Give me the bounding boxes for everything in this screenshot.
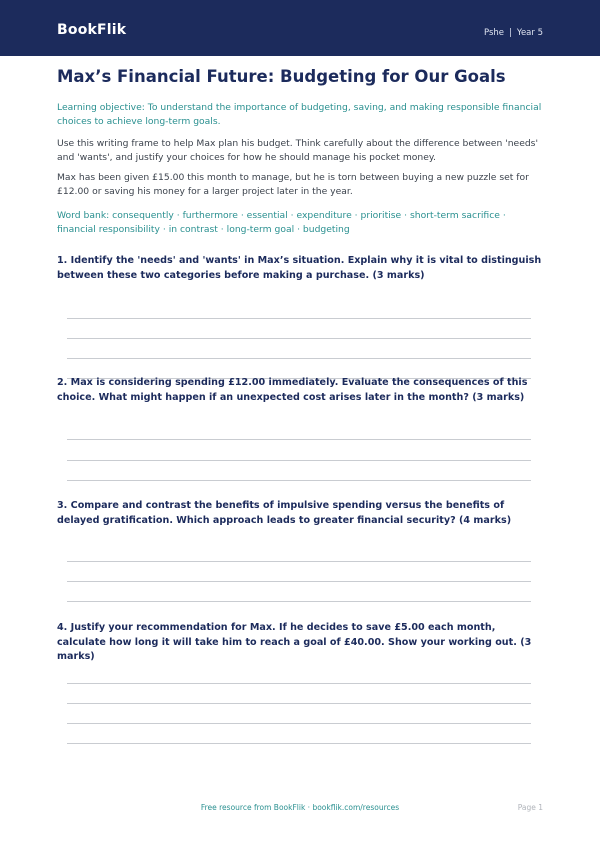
answer-line-q1-2[interactable] [67, 338, 531, 339]
question-3-prompt: 3. Compare and contrast the benefits of impulsive spending versus the benefits of delayed gratification. Which approach leads to greater financial security? (4 marks) [57, 500, 512, 526]
learning-objective: Learning objective: To understand the importance of budgeting, saving, and making responsible financial choices to achieve long-term goals. [57, 102, 542, 127]
answer-line-q4-1[interactable] [67, 683, 531, 684]
brand-logo-text[interactable]: BookFlik [57, 22, 127, 38]
answer-line-q1-3[interactable] [67, 358, 531, 359]
answer-line-q4-3[interactable] [67, 723, 531, 724]
page-number: Page 1 [517, 803, 543, 812]
answer-line-q1-1[interactable] [67, 318, 531, 319]
answer-line-q4-2[interactable] [67, 703, 531, 704]
answer-line-q3-2[interactable] [67, 581, 531, 582]
subject-separator: | [509, 28, 512, 38]
question-1-prompt: 1. Identify the 'needs' and 'wants' in Max’s situation. Explain why it is vital to distinguish between these two categories before making a purchase. (3 marks) [57, 255, 542, 281]
answer-line-q2-2[interactable] [67, 460, 531, 461]
question-2-prompt: 2. Max is considering spending £12.00 immediately. Evaluate the consequences of this choice. What might happen if an unexpected cost arises later in the month? (3 marks) [57, 377, 528, 403]
answer-line-q4-4[interactable] [67, 743, 531, 744]
answer-line-q2-3[interactable] [67, 480, 531, 481]
scenario-text: Max has been given £15.00 this month to manage, but he is torn between buying a new puzzle set for £12.00 or saving his money for a larger project later in the year. [57, 172, 529, 197]
instructions-text: Use this writing frame to help Max plan his budget. Think carefully about the difference between 'needs' and 'wants', and justify your choices for how he should manage his pocket money. [57, 138, 538, 163]
answer-line-q3-3[interactable] [67, 601, 531, 602]
answer-line-q2-1[interactable] [67, 439, 531, 440]
answer-line-q3-1[interactable] [67, 561, 531, 562]
header-bar [0, 0, 600, 56]
year-label: Year 5 [516, 28, 543, 38]
subject-label: Pshe [483, 28, 505, 38]
subject-year-label [484, 28, 543, 38]
word-bank: Word bank: consequently · furthermore · essential · expenditure · prioritise · short-term sacrifice · financial responsibility · in contrast · long-term goal · budgeting [57, 210, 506, 235]
page-title: Max’s Financial Future: Budgeting for Our Goals [57, 67, 506, 86]
question-4-prompt: 4. Justify your recommendation for Max. If he decides to save £5.00 each month, calculate how long it will take him to reach a goal of £40.00. Show your working out. (3 marks) [57, 622, 532, 662]
footer-resource-link[interactable]: Free resource from BookFlik · bookflik.com/resources [200, 803, 400, 812]
